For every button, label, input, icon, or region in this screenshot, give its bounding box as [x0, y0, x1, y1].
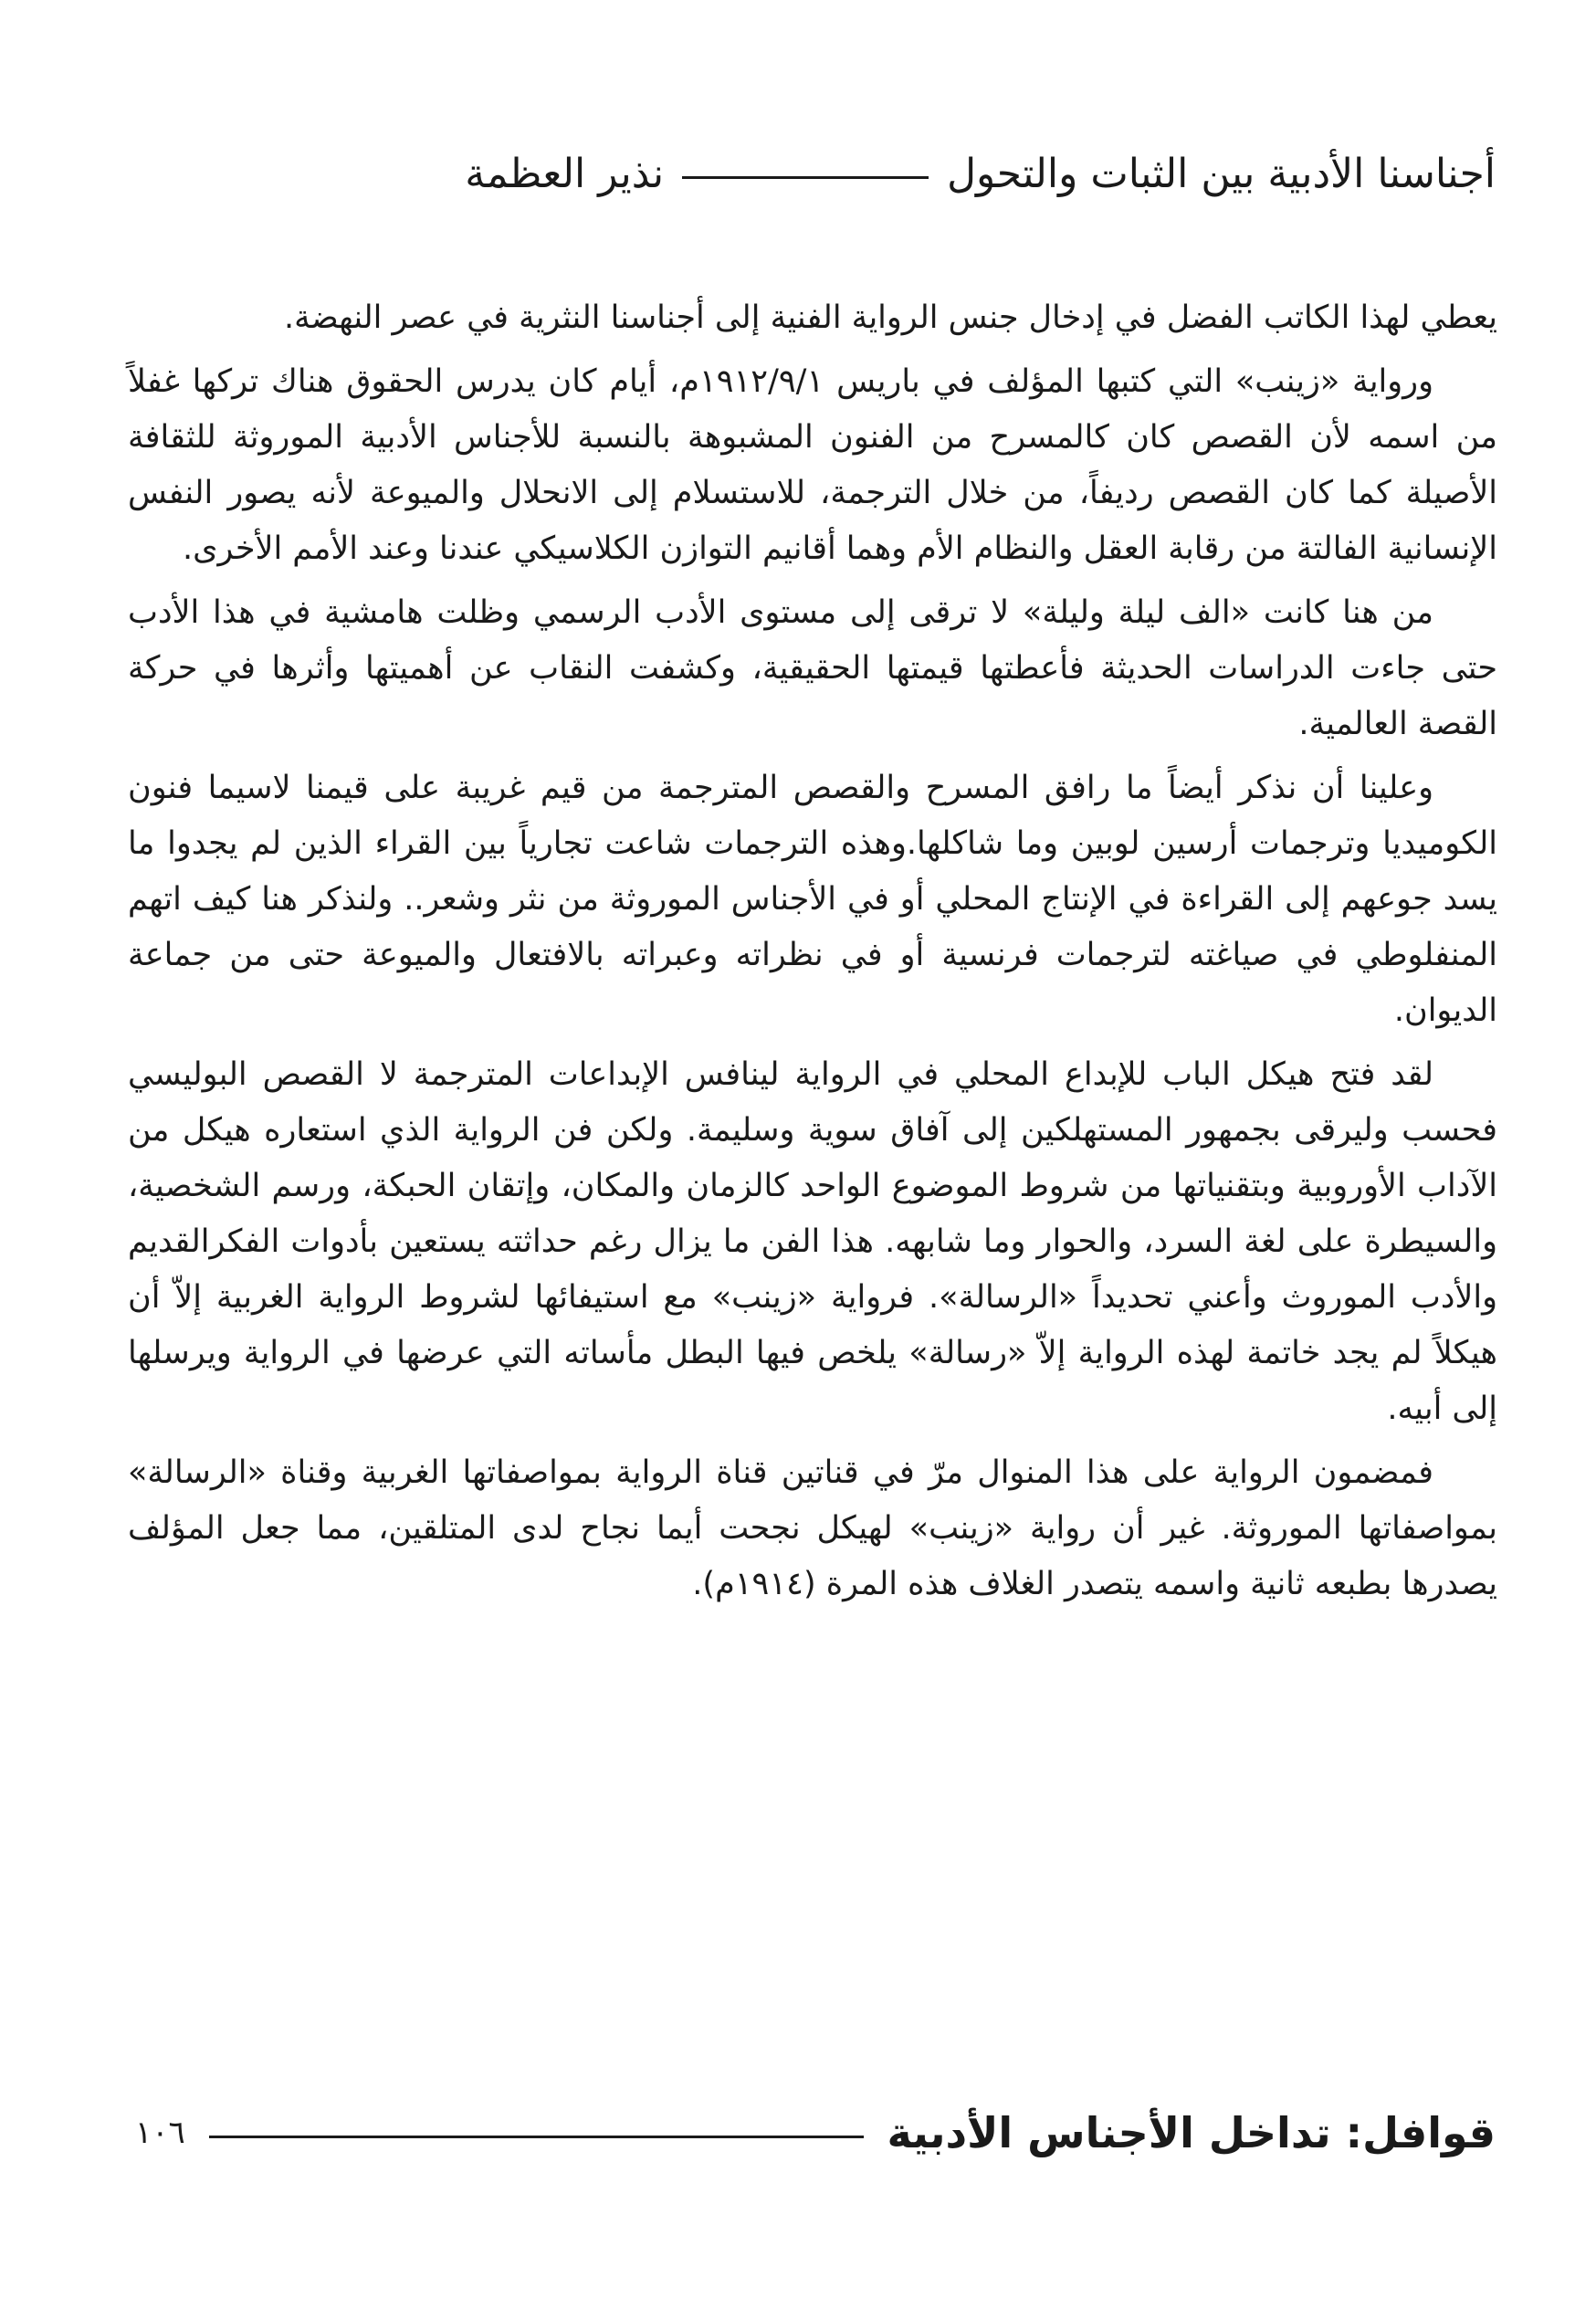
page-number: ١٠٦ [135, 2115, 185, 2151]
paragraph: ورواية «زينب» التي كتبها المؤلف في باريس ١٩١٢/٩/١م، أيام كان يدرس الحقوق هناك تركها غفلاً من اسمه لأن القصص كان كالمسرح من الفنون المشبوهة بالنسبة للأجناس الأدبية الموروثة للثقافة الأصيلة كما كان القصص رديفاً، من خلال الترجمة، للاستسلام إلى الانحلال والميوعة لأنه يصور النفس الإنسانية الفالتة من رقابة العقل والنظام الأم وهما أقانيم التوازن الكلاسيكي عندنا وعند الأمم الأخرى. [128, 363, 1497, 567]
running-footer [135, 2094, 1496, 2171]
footer-series-title: قوافل: تداخل الأجناس الأدبية [887, 2108, 1496, 2157]
paragraph: فمضمون الرواية على هذا المنوال مرّ في قناتين قناة الرواية بمواصفاتها الغربية وقناة «الرسالة» بمواصفاتها الموروثة. غير أن رواية «زينب» لهيكل نجحت أيما نجاح لدى المتلقين، مما جعل المؤلف يصدرها بطبعه ثانية واسمه يتصدر الغلاف هذه المرة (١٩١٤م). [128, 1454, 1497, 1602]
footer-rule [209, 2136, 864, 2138]
paragraph: لقد فتح هيكل الباب للإبداع المحلي في الرواية لينافس الإبداعات المترجمة لا القصص البوليسي فحسب وليرقى بجمهور المستهلكين إلى آفاق سوية وسليمة. ولكن فن الرواية الذي استعاره هيكل من الآداب الأوروبية وبتقنياتها من شروط الموضوع الواحد كالزمان والمكان، وإتقان الحبكة، ورسم الشخصية، والسيطرة على لغة السرد، والحوار وما شابهه. هذا الفن ما يزال رغم حداثته يستعين بأدوات الفكرالقديم والأدب الموروث وأعني تحديداً «الرسالة». فرواية «زينب» مع استيفائها لشروط الرواية الغربية إلاّ أن هيكلاً لم يجد خاتمة لهذه الرواية إلاّ «رسالة» يلخص فيها البطل مأساته التي عرضها في الرواية ويرسلها إلى أبيه. [128, 1056, 1497, 1427]
paragraph: يعطي لهذا الكاتب الفضل في إدخال جنس الرواية الفنية إلى أجناسنا النثرية في عصر النهضة. [284, 299, 1497, 336]
running-header [119, 137, 1496, 210]
header-book-title: أجناسنا الأدبية بين الثبات والتحول [947, 150, 1496, 197]
paragraph: من هنا كانت «الف ليلة وليلة» لا ترقى إلى مستوى الأدب الرسمي وظلت هامشية في هذا الأدب حتى جاءت الدراسات الحديثة فأعطتها قيمتها الحقيقية، وكشفت النقاب عن أهميتها وأثرها في حركة القصة العالمية. [128, 594, 1497, 742]
body-text [128, 290, 1497, 1621]
header-author: نذير العظمة [465, 150, 665, 197]
paragraph: وعلينا أن نذكر أيضاً ما رافق المسرح والقصص المترجمة من قيم غريبة على قيمنا لاسيما فنون الكوميديا وترجمات أرسين لوبين وما شاكلها.وهذه الترجمات شاعت تجارياً بين القراء الذين لم يجدوا ما يسد جوعهم إلى القراءة في الإنتاج المحلي أو في الأجناس الموروثة من نثر وشعر.. ولنذكر هنا كيف اتهم المنفلوطي في صياغته لترجمات فرنسية أو في نظراته وعبراته بالافتعال والميوعة حتى من جماعة الديوان. [128, 770, 1497, 1029]
header-rule [682, 176, 929, 179]
